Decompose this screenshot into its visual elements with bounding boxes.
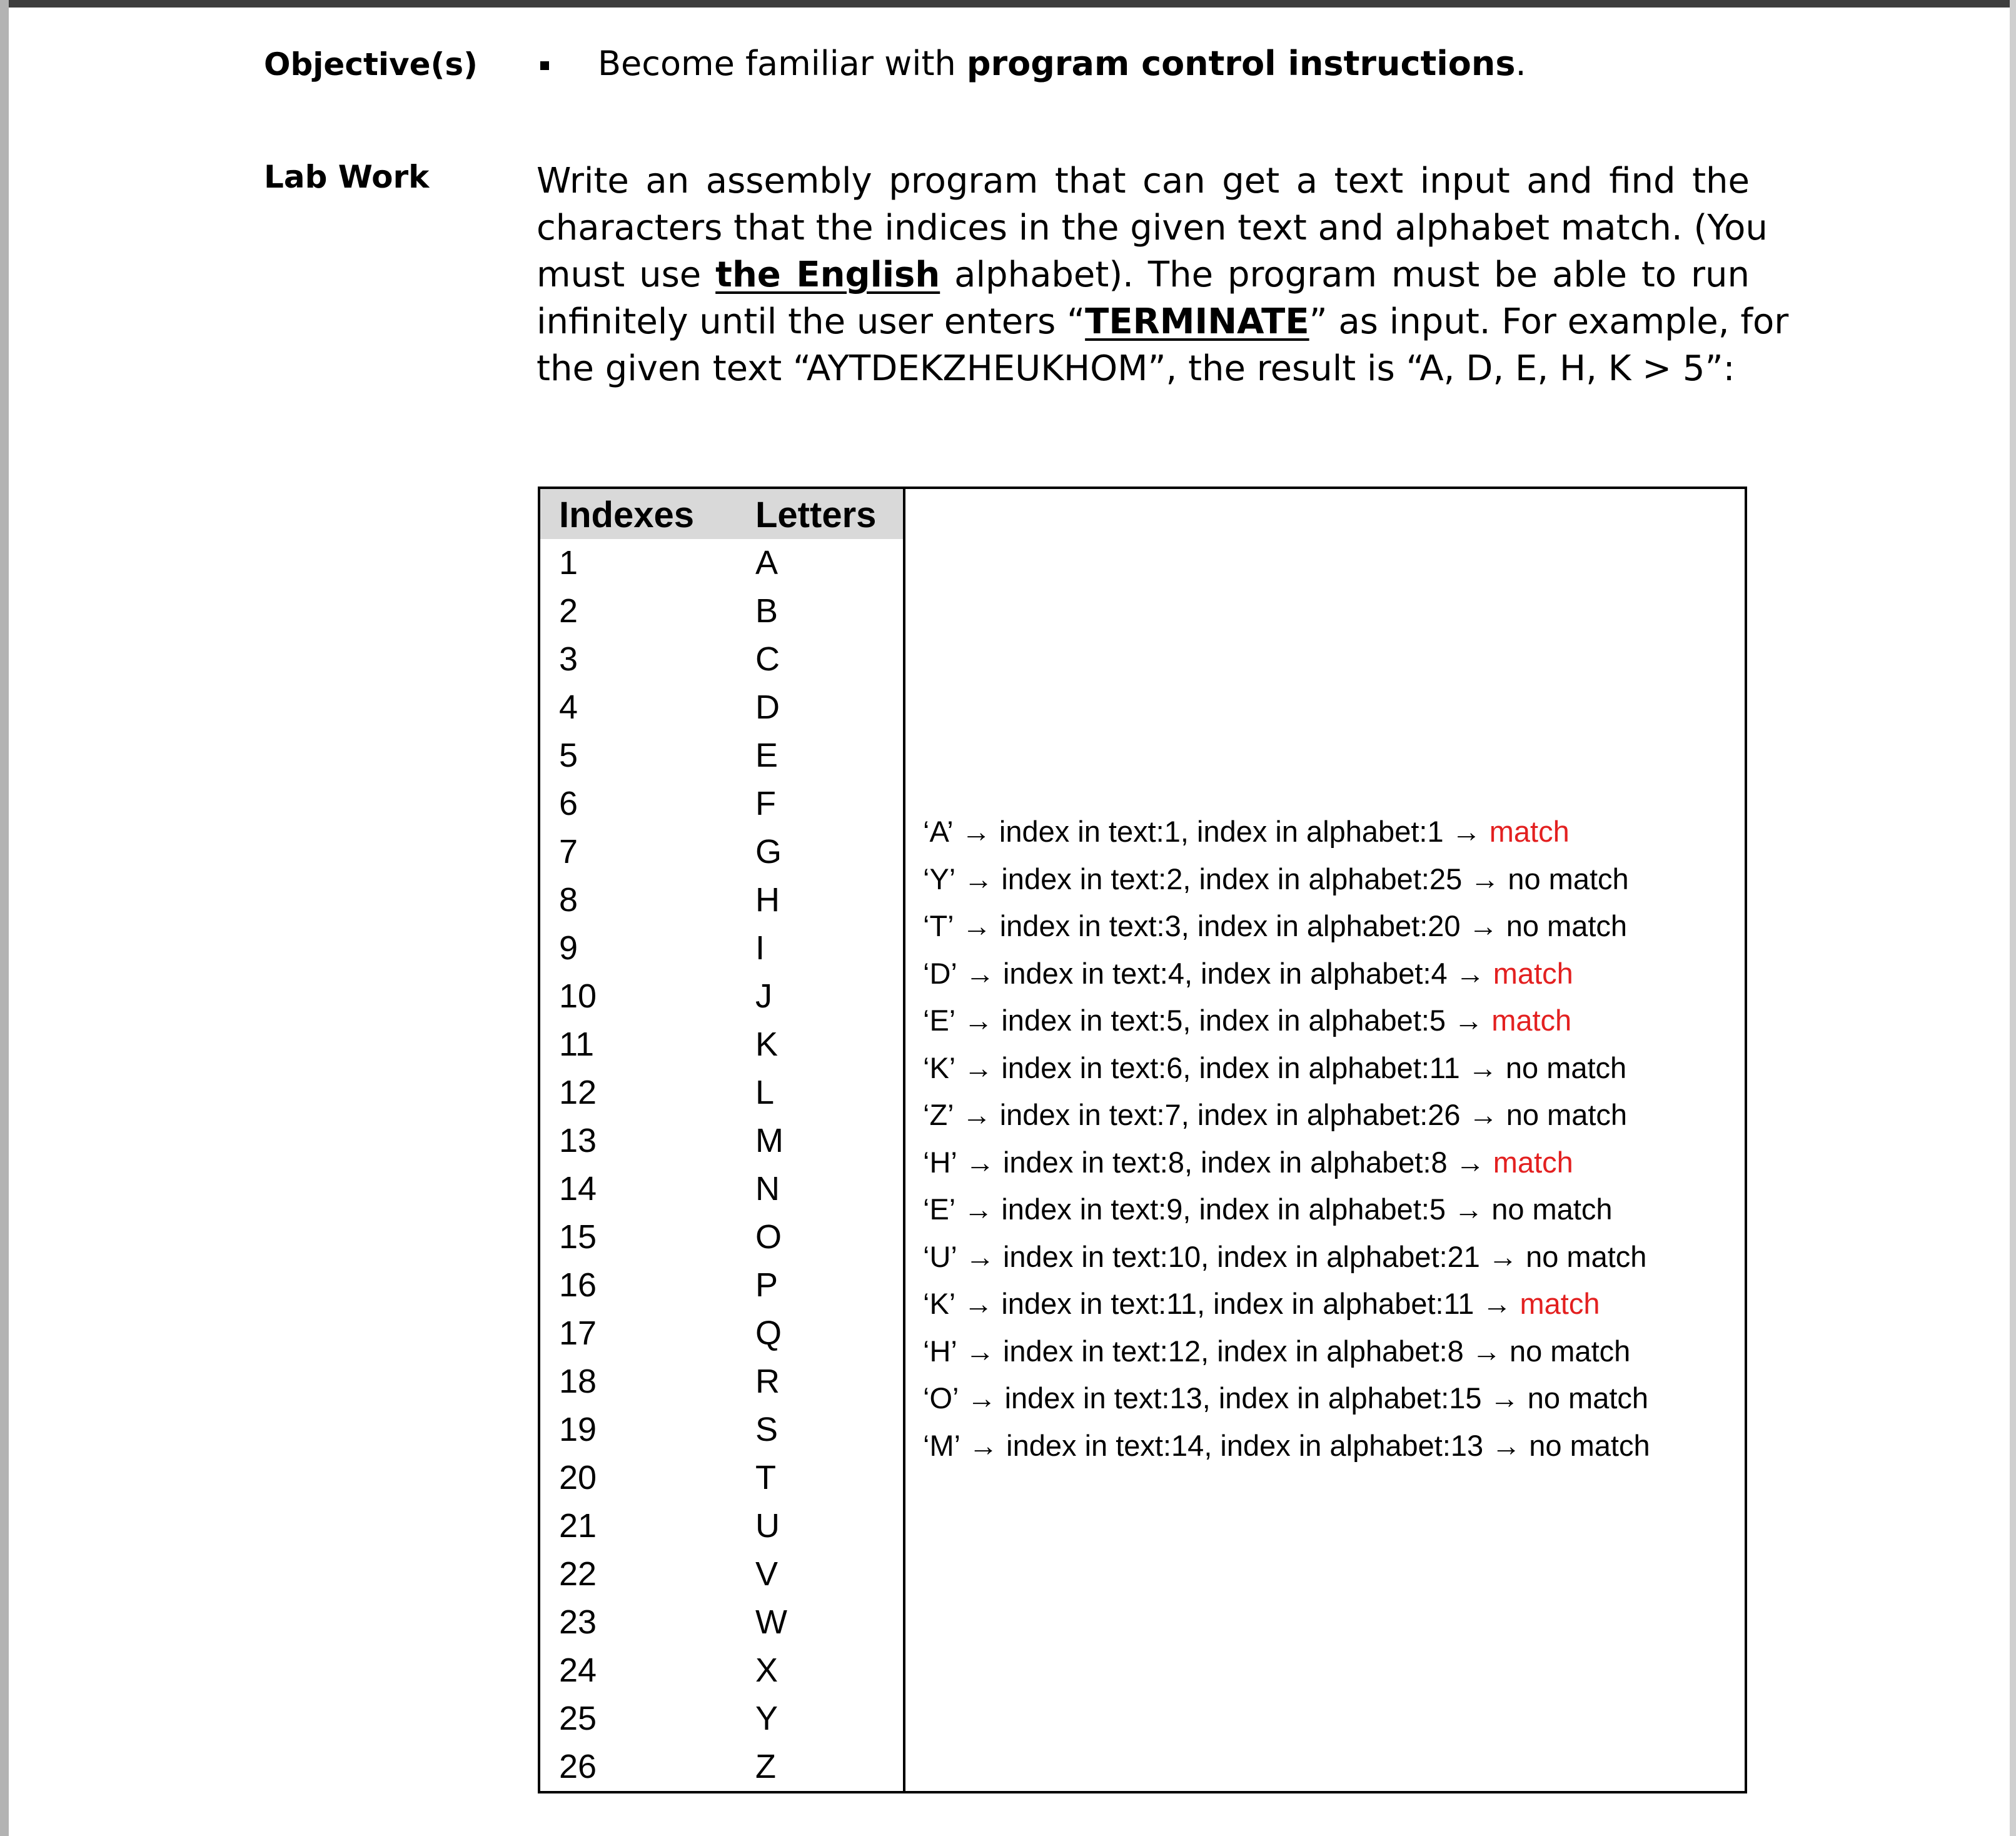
table-row xyxy=(540,1358,903,1406)
row-letter: S xyxy=(755,1411,779,1448)
arrow-right-icon: → xyxy=(955,1287,1002,1320)
row-letter: R xyxy=(755,1363,780,1400)
english-emphasis: the English xyxy=(715,255,940,295)
table-row xyxy=(540,924,903,972)
step-detail: index in text:1, index in alphabet:1 xyxy=(999,815,1444,848)
objective-label: Objective(s) xyxy=(264,46,478,83)
result-match: match xyxy=(1520,1287,1600,1320)
step-char: ‘A’ xyxy=(923,815,954,848)
row-letter: H xyxy=(755,881,780,919)
arrow-right-icon: → xyxy=(954,1098,1000,1131)
step-line xyxy=(923,1422,1650,1470)
arrow-right-icon: → xyxy=(1462,862,1508,895)
row-letter: L xyxy=(755,1074,775,1111)
table-row xyxy=(540,587,903,635)
step-line xyxy=(923,1044,1650,1092)
row-index: 18 xyxy=(559,1363,597,1400)
table-row xyxy=(540,635,903,683)
window-top-border xyxy=(0,0,2016,8)
result-no-match: no match xyxy=(1506,909,1628,942)
step-line xyxy=(923,1091,1650,1139)
result-match: match xyxy=(1491,1004,1572,1037)
table-row xyxy=(540,1165,903,1213)
table-row xyxy=(540,1069,903,1117)
lab-work-paragraph xyxy=(537,158,1789,392)
row-letter: E xyxy=(755,737,779,774)
lab-line-3-b: alphabet). The program must be able to run xyxy=(940,255,1750,295)
column-divider xyxy=(903,489,905,1791)
table-row xyxy=(540,1117,903,1165)
step-detail: index in text:12, index in alphabet:8 xyxy=(1002,1334,1464,1368)
header-indexes: Indexes xyxy=(559,495,694,535)
row-index: 26 xyxy=(559,1748,597,1785)
row-index: 8 xyxy=(559,881,578,919)
objective-text xyxy=(598,44,1526,83)
row-index: 22 xyxy=(559,1555,597,1593)
row-index: 19 xyxy=(559,1411,597,1448)
row-index: 17 xyxy=(559,1314,597,1352)
row-letter: U xyxy=(755,1507,780,1545)
step-detail: index in text:7, index in alphabet:26 xyxy=(999,1098,1461,1131)
arrow-right-icon: → xyxy=(1459,1051,1506,1084)
arrow-right-icon: → xyxy=(1446,1004,1492,1037)
arrow-right-icon: → xyxy=(1483,1428,1530,1462)
row-letter: D xyxy=(755,688,780,726)
window-right-border xyxy=(2010,0,2016,1836)
table-row xyxy=(540,1502,903,1550)
row-index: 9 xyxy=(559,929,578,967)
result-match: match xyxy=(1493,1145,1573,1179)
arrow-right-icon: → xyxy=(1481,1381,1528,1415)
table-row xyxy=(540,972,903,1021)
table-row xyxy=(540,1598,903,1647)
step-char: ‘H’ xyxy=(923,1334,957,1368)
arrow-right-icon: → xyxy=(1463,1334,1509,1368)
row-letter: B xyxy=(755,592,779,630)
lab-line-4 xyxy=(537,298,1789,345)
table-row xyxy=(540,1550,903,1598)
row-letter: T xyxy=(755,1459,776,1496)
step-char: ‘T’ xyxy=(923,909,954,942)
step-line xyxy=(923,902,1650,950)
arrow-right-icon: → xyxy=(954,909,1000,942)
row-index: 14 xyxy=(559,1170,597,1208)
table-row xyxy=(540,1647,903,1695)
step-char: ‘E’ xyxy=(923,1004,956,1037)
step-char: ‘M’ xyxy=(923,1428,961,1462)
row-index: 16 xyxy=(559,1266,597,1304)
arrow-right-icon: → xyxy=(960,1428,1007,1462)
row-letter: P xyxy=(755,1266,779,1304)
row-letter: V xyxy=(755,1555,779,1593)
step-char: ‘E’ xyxy=(923,1193,956,1226)
row-index: 21 xyxy=(559,1507,597,1545)
table-row xyxy=(540,1261,903,1309)
arrow-right-icon: → xyxy=(1447,1145,1493,1179)
arrow-right-icon: → xyxy=(1474,1287,1520,1320)
table-row xyxy=(540,1695,903,1743)
table-row xyxy=(540,876,903,924)
table-row xyxy=(540,683,903,732)
table-row xyxy=(540,1406,903,1454)
table-row xyxy=(540,539,903,587)
arrow-right-icon: → xyxy=(1460,909,1506,942)
row-letter: G xyxy=(755,833,782,870)
step-line xyxy=(923,950,1650,997)
step-line xyxy=(923,808,1650,855)
arrow-right-icon: → xyxy=(953,815,999,848)
row-letter: J xyxy=(755,977,772,1015)
step-detail: index in text:9, index in alphabet:5 xyxy=(1001,1193,1446,1226)
result-match: match xyxy=(1489,815,1570,848)
row-index: 11 xyxy=(559,1026,595,1063)
header-letters: Letters xyxy=(755,495,877,535)
result-no-match: no match xyxy=(1509,1334,1631,1368)
table-row xyxy=(540,1021,903,1069)
table-row xyxy=(540,1213,903,1261)
row-index: 25 xyxy=(559,1700,597,1737)
result-no-match: no match xyxy=(1529,1428,1650,1462)
step-detail: index in text:3, index in alphabet:20 xyxy=(999,909,1461,942)
row-letter: F xyxy=(755,785,776,822)
objective-prefix: Become familiar with xyxy=(598,44,967,83)
window-left-border xyxy=(0,0,9,1836)
arrow-right-icon: → xyxy=(1443,815,1489,848)
row-letter: Z xyxy=(755,1748,776,1785)
step-char: ‘K’ xyxy=(923,1051,956,1084)
row-index: 15 xyxy=(559,1218,597,1256)
arrow-right-icon: → xyxy=(1479,1239,1526,1273)
arrow-right-icon: → xyxy=(957,956,1003,990)
step-detail: index in text:10, index in alphabet:21 xyxy=(1002,1239,1480,1273)
row-index: 20 xyxy=(559,1459,597,1496)
table-row xyxy=(540,1309,903,1358)
step-char: ‘Z’ xyxy=(923,1098,954,1131)
step-detail: index in text:5, index in alphabet:5 xyxy=(1001,1004,1446,1037)
step-line xyxy=(923,1328,1650,1375)
step-char: ‘U’ xyxy=(923,1239,957,1273)
table-header xyxy=(540,489,903,539)
row-letter: I xyxy=(755,929,765,967)
step-detail: index in text:8, index in alphabet:8 xyxy=(1002,1145,1448,1179)
step-char: ‘D’ xyxy=(923,956,957,990)
lab-line-1: Write an assembly program that can get a text input and find the xyxy=(537,161,1750,201)
row-index: 7 xyxy=(559,833,578,870)
arrow-right-icon: → xyxy=(1446,1193,1492,1226)
step-line xyxy=(923,1186,1650,1233)
lab-line-4-a: infinitely until the user enters “ xyxy=(537,301,1086,342)
alphabet-table xyxy=(538,487,1747,1793)
table-row xyxy=(540,1454,903,1502)
table-row xyxy=(540,828,903,876)
row-index: 6 xyxy=(559,785,578,822)
arrow-right-icon: → xyxy=(955,1051,1002,1084)
lab-line-4-b: ” as input. For example, for xyxy=(1309,301,1789,342)
arrow-right-icon: → xyxy=(959,1381,1005,1415)
step-line xyxy=(923,1233,1650,1281)
step-detail: index in text:11, index in alphabet:11 xyxy=(1001,1287,1474,1320)
arrow-right-icon: → xyxy=(955,862,1002,895)
table-row xyxy=(540,780,903,828)
row-index: 10 xyxy=(559,977,597,1015)
row-index: 3 xyxy=(559,640,578,678)
result-no-match: no match xyxy=(1508,862,1629,895)
step-detail: index in text:2, index in alphabet:25 xyxy=(1001,862,1463,895)
step-detail: index in text:13, index in alphabet:15 xyxy=(1004,1381,1482,1415)
row-index: 4 xyxy=(559,688,578,726)
step-line xyxy=(923,997,1650,1044)
row-letter: Y xyxy=(755,1700,779,1737)
step-line xyxy=(923,1280,1650,1328)
lab-work-label: Lab Work xyxy=(264,159,430,195)
example-steps xyxy=(923,808,1650,1469)
arrow-right-icon: → xyxy=(957,1334,1003,1368)
step-line xyxy=(923,1374,1650,1422)
arrow-right-icon: → xyxy=(955,1004,1002,1037)
step-char: ‘O’ xyxy=(923,1381,959,1415)
step-detail: index in text:6, index in alphabet:11 xyxy=(1001,1051,1460,1084)
row-index: 5 xyxy=(559,737,578,774)
row-letter: O xyxy=(755,1218,782,1256)
row-letter: C xyxy=(755,640,780,678)
alphabet-rows xyxy=(540,539,903,1791)
arrow-right-icon: → xyxy=(1447,956,1493,990)
result-no-match: no match xyxy=(1491,1193,1613,1226)
step-detail: index in text:14, index in alphabet:13 xyxy=(1006,1428,1484,1462)
result-no-match: no match xyxy=(1527,1381,1649,1415)
row-letter: K xyxy=(755,1026,779,1063)
table-row xyxy=(540,732,903,780)
arrow-right-icon: → xyxy=(1460,1098,1506,1131)
objective-suffix: . xyxy=(1515,44,1526,83)
arrow-right-icon: → xyxy=(957,1239,1003,1273)
result-no-match: no match xyxy=(1526,1239,1647,1273)
row-index: 23 xyxy=(559,1603,597,1641)
row-letter: Q xyxy=(755,1314,782,1352)
lab-line-5: the given text “AYTDEKZHEUKHOM”, the result is “A, D, E, H, K > 5”: xyxy=(537,348,1735,389)
lab-line-3 xyxy=(537,251,1750,298)
step-line xyxy=(923,1139,1650,1186)
row-letter: W xyxy=(755,1603,787,1641)
table-row xyxy=(540,1743,903,1791)
step-line xyxy=(923,855,1650,903)
result-no-match: no match xyxy=(1505,1051,1627,1084)
row-letter: X xyxy=(755,1652,779,1689)
step-char: ‘K’ xyxy=(923,1287,956,1320)
row-letter: M xyxy=(755,1122,784,1159)
row-index: 13 xyxy=(559,1122,597,1159)
row-index: 2 xyxy=(559,592,578,630)
arrow-right-icon: → xyxy=(957,1145,1003,1179)
row-index: 1 xyxy=(559,544,578,582)
result-match: match xyxy=(1493,956,1573,990)
lab-line-3-a: must use xyxy=(537,255,716,295)
step-char: ‘Y’ xyxy=(923,862,956,895)
row-index: 12 xyxy=(559,1074,597,1111)
terminate-keyword: TERMINATE xyxy=(1085,301,1309,342)
row-letter: A xyxy=(755,544,779,582)
step-detail: index in text:4, index in alphabet:4 xyxy=(1002,956,1448,990)
step-char: ‘H’ xyxy=(923,1145,957,1179)
result-no-match: no match xyxy=(1506,1098,1628,1131)
row-index: 24 xyxy=(559,1652,597,1689)
row-letter: N xyxy=(755,1170,780,1208)
arrow-right-icon: → xyxy=(955,1193,1002,1226)
objective-bold: program control instructions xyxy=(966,44,1516,83)
lab-line-2: characters that the indices in the given text and alphabet match. (You xyxy=(537,208,1768,248)
bullet-icon xyxy=(540,61,549,70)
